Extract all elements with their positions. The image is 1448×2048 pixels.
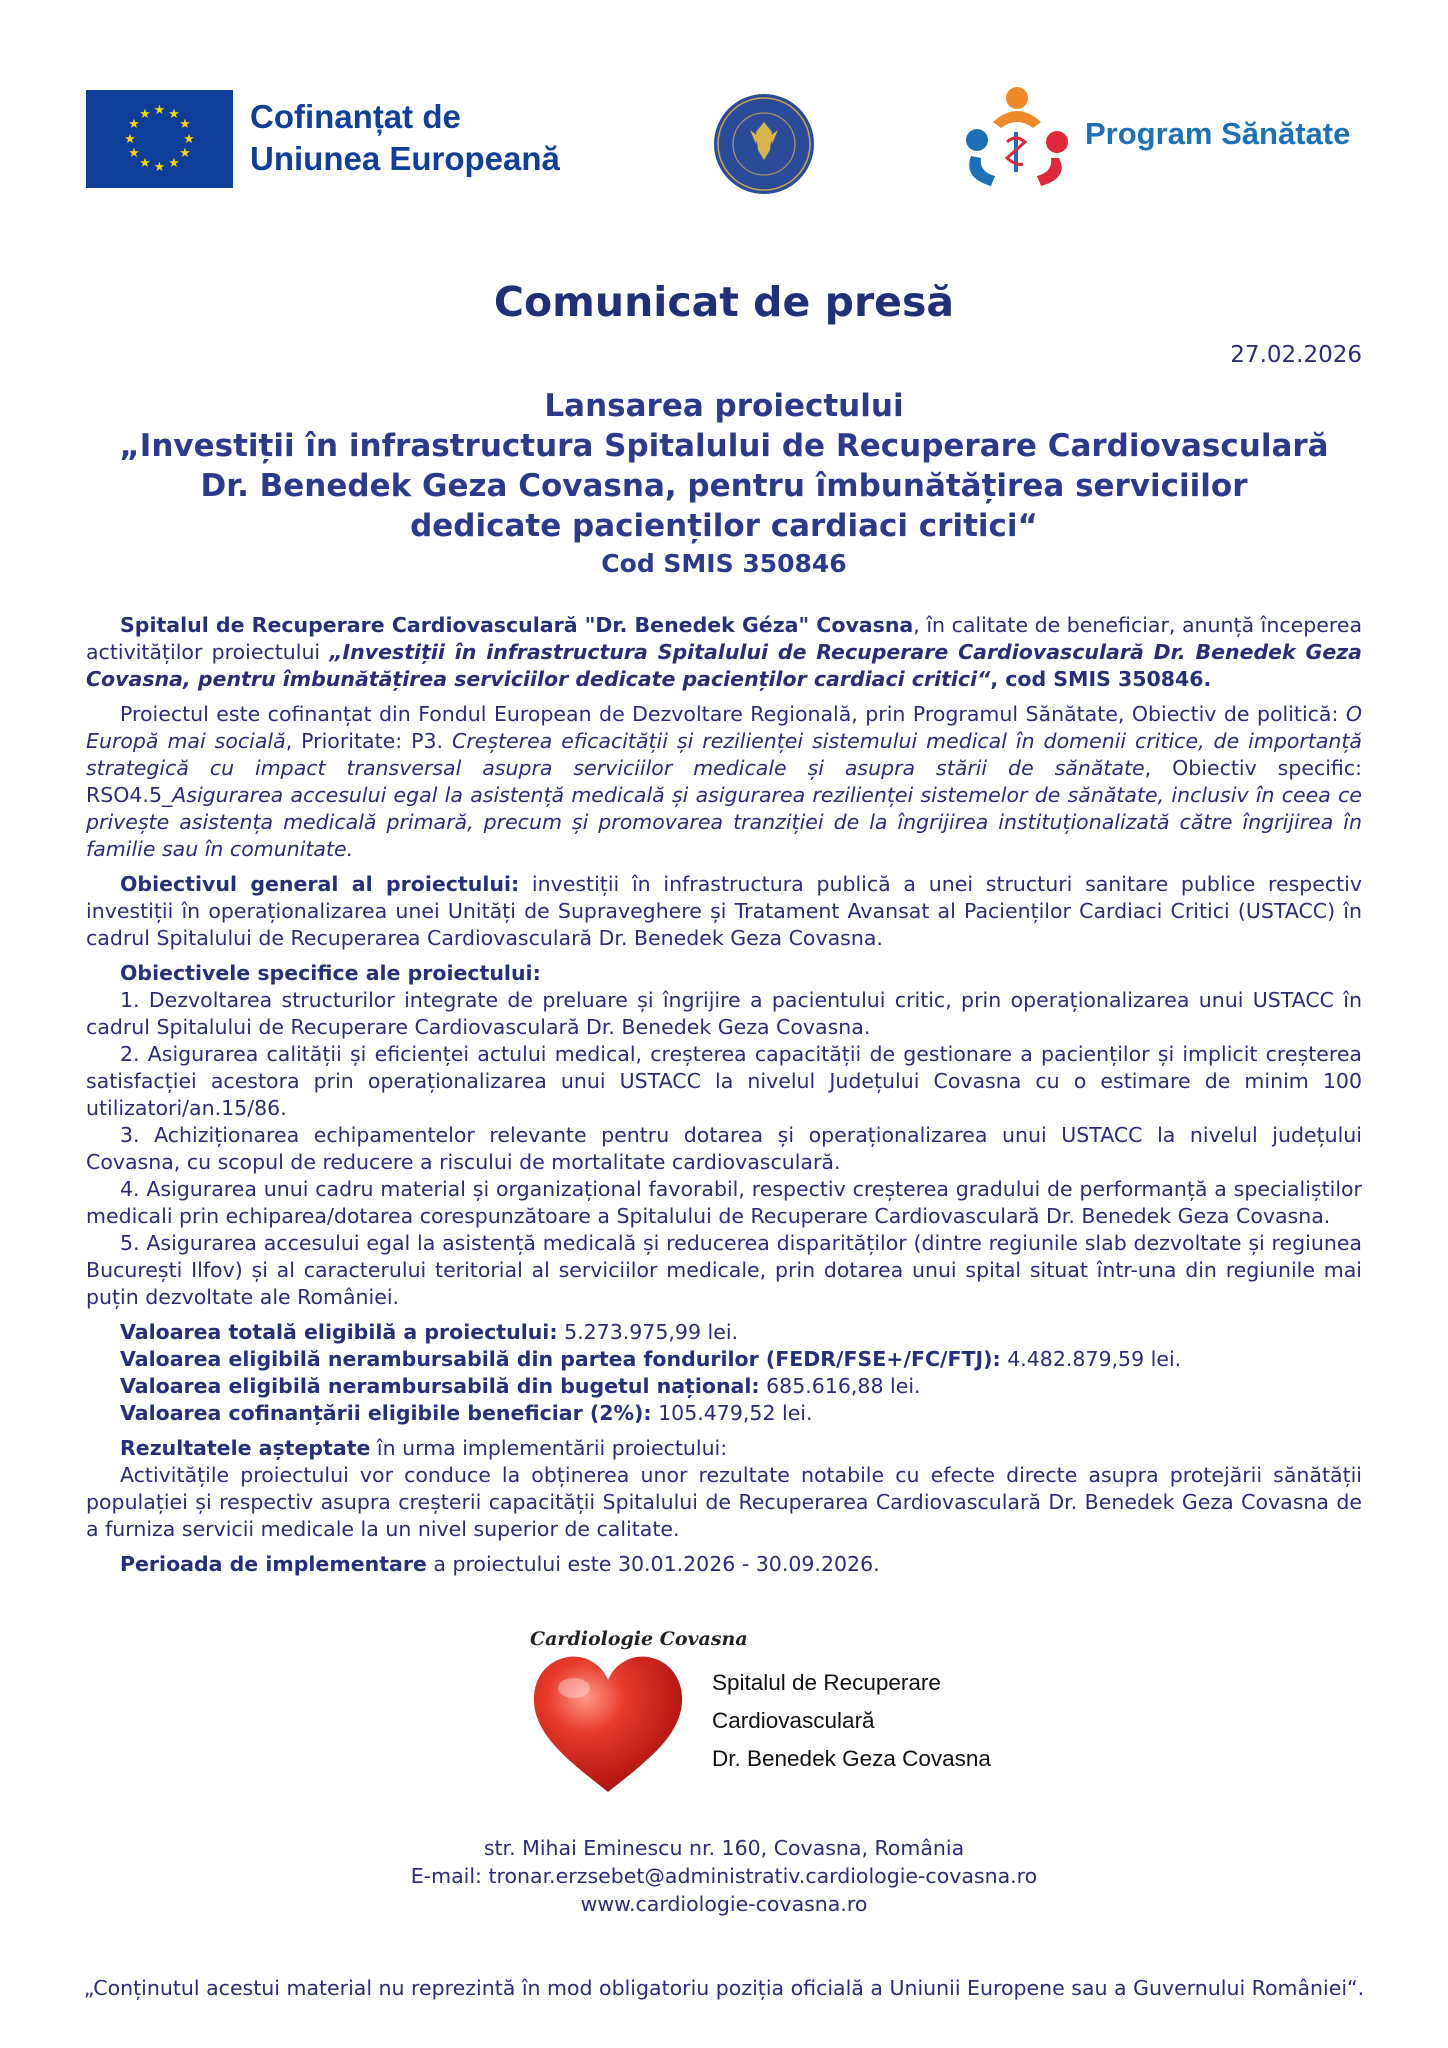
svg-text:★: ★ [183,132,195,147]
signature-line-2: Cardiovasculară [712,1708,875,1733]
value-row [86,1373,1362,1400]
program-sanatate-label: Program Sănătate [1085,116,1351,151]
funding-paragraph [86,701,1362,863]
svg-text:★: ★ [124,132,136,147]
value-amount: 4.482.879,59 lei. [1000,1347,1182,1371]
funding-policy: O Europă mai socială [86,702,1362,753]
value-label: Valoarea cofinanțării eligibile beneficiar (2%): [120,1401,652,1425]
expected-results [86,1435,1362,1543]
project-code: Cod SMIS 350846 [601,549,847,578]
funding-text-3: , Obiectiv specific: RSO4.5_ [86,756,1362,807]
specific-objectives-label: Obiectivele specifice ale proiectului: [120,961,541,985]
value-row [86,1346,1362,1373]
signature-line-1: Spitalul de Recuperare [712,1670,941,1695]
signature-block [712,1664,991,1778]
project-values [86,1319,1362,1427]
program-sanatate-logo-icon [957,82,1075,190]
value-row [86,1400,1362,1427]
general-objective-text: investiții în infrastructura publică a unei structuri sanitare publice respectiv investiții în operaționalizarea unei Unități de Supraveghere și Tratament Avansat al Pacienților Cardiaci Critici (USTACC) în cadrul Spitalului de Recuperarea Cardiovasculară Dr. Benedek Geza Covasna. [86,872,1362,950]
value-label: Valoarea totală eligibilă a proiectului: [120,1320,558,1344]
implementation-period [86,1551,1362,1578]
eu-flag-icon [86,90,233,188]
period-text: a proiectului este 30.01.2026 - 30.09.2026. [426,1552,880,1576]
value-amount: 685.616,88 lei. [759,1374,921,1398]
heart-logo-icon [528,1650,688,1798]
project-title-line-4: dedicate pacienților cardiaci critici“ [410,508,1038,544]
intro-project-name: „Investiții în infrastructura Spitalului de Recuperare Cardiovasculară Dr. Benedek Geza Covasna, pentru îmbunătățirea serviciilor dedicate pacienților cardiaci critici“ [86,640,1363,691]
funding-text-2: , Prioritate: P3. [285,729,452,753]
value-label: Valoarea eligibilă nerambursabilă din bugetul național: [120,1374,760,1398]
results-label-rest: în urma implementării proiectului: [370,1436,728,1460]
results-text: Activitățile proiectului vor conduce la obținerea unor rezultate notabile cu efecte directe asupra protejării sănătății populației și respectiv asupra creșterii capacității Spitalului de Recuperarea Cardiovasculară Dr. Benedek Geza Covasna de a furniza servicii medicale la un nivel superior de calitate. [86,1463,1362,1541]
list-item: 1. Dezvoltarea structurilor integrate de preluare și îngrijire a pacientului critic, prin operaționalizarea unui USTACC în cadrul Spitalului de Recuperare Cardiovasculară Dr. Benedek Geza Covasna. [86,988,1362,1039]
project-title [100,386,1348,582]
eu-line-1: Cofinanțat de [250,98,461,135]
intro-text: , în calitate de beneficiar, anunță începerea activităților proiectului [86,613,1363,664]
list-item: 4. Asigurarea unui cadru material și organizațional favorabil, respectiv creșterea gradului de performanță a specialiștilor medicali prin echiparea/dotarea corespunzătoare a Spitalului de Recuperare Cardiovasculară Dr. Benedek Geza Covasna. [86,1177,1362,1228]
beneficiary-name: Spitalul de Recuperare Cardiovasculară "Dr. Benedek Géza" Covasna [120,613,914,637]
signature-line-3: Dr. Benedek Geza Covasna [712,1746,991,1771]
intro-paragraph [86,612,1362,693]
eu-line-2: Uniunea Europeană [250,140,560,177]
svg-text:★: ★ [179,117,191,132]
value-amount: 105.479,52 lei. [651,1401,813,1425]
list-item: 3. Achiziționarea echipamentelor relevante pentru dotarea și operaționalizarea unui USTACC la nivelul județului Covasna, cu scopul de reducere a riscului de mortalitate cardiovasculară. [86,1123,1362,1174]
publication-date: 27.02.2026 [1230,342,1362,368]
eu-cofinancing-label [250,96,560,180]
svg-text:★: ★ [168,156,180,171]
funding-priority: Creșterea eficacității și rezilienței sistemului medical în domenii critice, de importanță strategică cu impact transversal asupra serviciilor medicale și asupra stării de sănătate [86,729,1362,780]
svg-text:★: ★ [128,146,140,161]
general-objective-paragraph [86,871,1362,952]
contact-info [0,1834,1448,1918]
contact-address: str. Mihai Eminescu nr. 160, Covasna, România [483,1836,965,1860]
value-label: Valoarea eligibilă nerambursabilă din partea fondurilor (FEDR/FSE+/FC/FTJ): [120,1347,1001,1371]
eu-disclaimer: „Conținutul acestui material nu reprezintă în mod obligatoriu poziția oficială a Uniunii Europene sau a Guvernului României“. [83,1976,1365,2000]
project-title-line-1: Lansarea proiectului [544,388,904,424]
contact-email[interactable]: E-mail: tronar.erzsebet@administrativ.cardiologie-covasna.ro [410,1864,1038,1888]
project-title-line-2: „Investiții în infrastructura Spitalului de Recuperare Cardiovasculară [119,428,1329,464]
cardiologie-logo-caption: Cardiologie Covasna [530,1628,748,1650]
svg-text:★: ★ [139,156,151,171]
contact-website[interactable]: www.cardiologie-covasna.ro [580,1892,868,1916]
list-item: 2. Asigurarea calității și eficienței actului medical, creșterea capacității de gestionare a pacienților și implicit creșterea satisfacției acestora prin operaționalizarea unui USTACC la nivelul Județului Covasna cu o estimare de minim 100 utilizatori/an.15/86. [86,1042,1362,1120]
project-title-line-3: Dr. Benedek Geza Covasna, pentru îmbunătățirea serviciilor [200,468,1248,504]
funding-text-1: Proiectul este cofinanțat din Fondul European de Dezvoltare Regională, prin Programul Sănătate, Obiectiv de politică: [120,702,1346,726]
results-label: Rezultatele așteptate [120,1436,371,1460]
government-seal-icon [712,92,816,196]
funding-specific-objective: Asigurarea accesului egal la asistență medicală și asigurarea rezilienței sistemelor de sănătate, inclusiv în ceea ce privește asistența medicală primară, precum și promovarea tranziției de la îngrijirea instituționalizată către îngrijirea în familie sau în comunitate. [86,783,1362,861]
general-objective-label: Obiectivul general al proiectului: [120,872,520,896]
value-amount: 5.273.975,99 lei. [557,1320,739,1344]
svg-text:★: ★ [128,117,140,132]
press-release-body [86,612,1362,1586]
svg-text:★: ★ [153,103,166,118]
specific-objectives [86,960,1362,1311]
list-item: 5. Asigurarea accesului egal la asistență medicală și reducerea disparităților (dintre regiunile slab dezvoltate și regiunea București Ilfov) și al caracterului teritorial al serviciilor medicale, prin dotarea unui spital situat într-una din regiunile mai puțin dezvoltate ale României. [86,1231,1362,1309]
svg-text:★: ★ [139,107,151,122]
svg-text:★: ★ [168,107,180,122]
svg-text:★: ★ [179,146,191,161]
value-row [86,1319,1362,1346]
period-label: Perioada de implementare [120,1552,427,1576]
intro-code: , cod SMIS 350846. [990,667,1212,691]
page-title: Comunicat de presă [493,278,955,326]
svg-text:★: ★ [153,160,166,175]
